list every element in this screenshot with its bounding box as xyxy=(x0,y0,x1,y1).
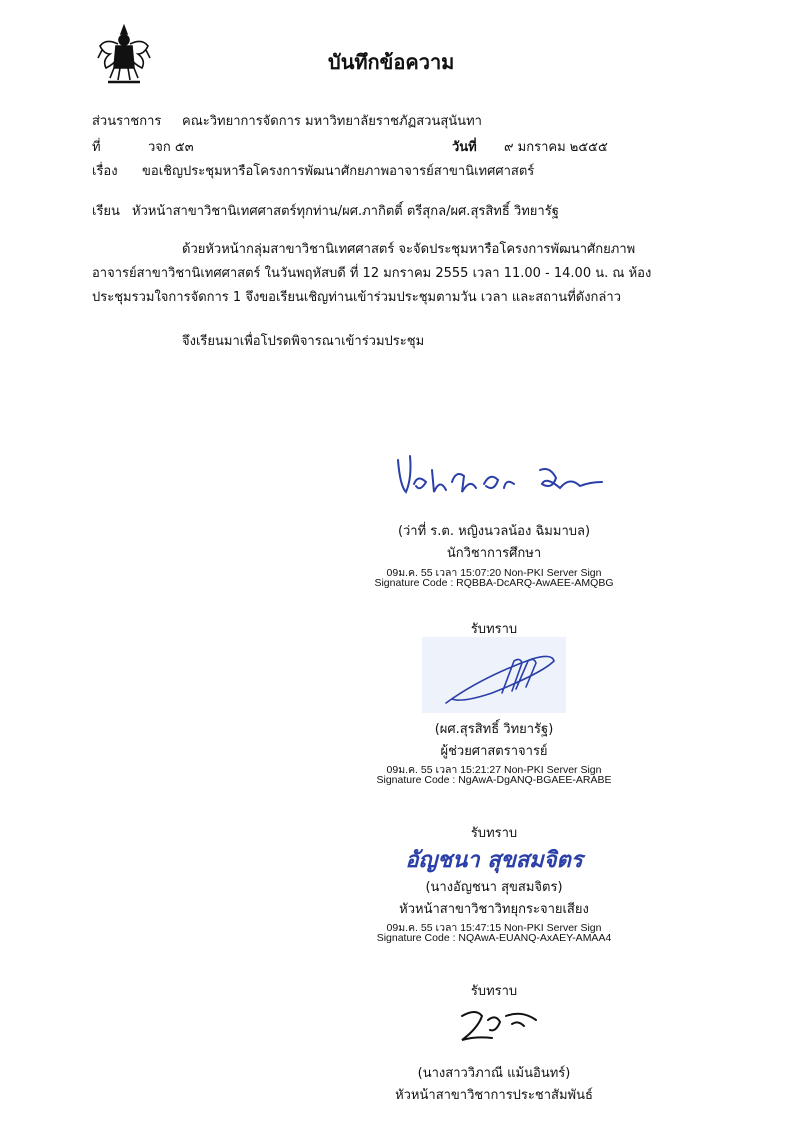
signer-3-sign-code: Signature Code : NQAwA-EUANQ-AxAEY-AMAA4 xyxy=(376,932,612,944)
signer-2-position: ผู้ช่วยศาสตราจารย์ xyxy=(440,744,548,759)
body-line-2: อาจารย์สาขาวิชานิเทศศาสตร์ ในวันพฤหัสบดี ที่ 12 มกราคม 2555 เวลา 11.00 - 14.00 น. ณ ห้อง xyxy=(92,266,652,281)
subject-label: เรื่อง xyxy=(92,164,118,179)
signer-3-name: (นางอัญชนา สุขสมจิตร) xyxy=(425,880,563,895)
signer-3-position: หัวหน้าสาขาวิชาวิทยุกระจายเสียง xyxy=(399,902,589,917)
closing-text: จึงเรียนมาเพื่อโปรดพิจารณาเข้าร่วมประชุม xyxy=(182,334,425,349)
signer-4-name: (นางสาววิภาณี แม้นอินทร์) xyxy=(417,1066,571,1081)
body-line-3: ประชุมรวมใจการจัดการ 1 จึงขอเรียนเชิญท่านเข้าร่วมประชุมตามวัน เวลา และสถานที่ดังกล่าว xyxy=(92,290,621,305)
signature-4-handwriting xyxy=(452,1006,542,1048)
department-value: คณะวิทยาการจัดการ มหาวิทยาลัยราชภัฏสวนสุนันทา xyxy=(182,114,482,129)
signature-3-handwriting: อัญชนา สุขสมจิตร xyxy=(405,847,583,873)
date-label: วันที่ xyxy=(452,140,477,155)
signer-3-acknowledge: รับทราบ xyxy=(470,826,518,841)
body-line-1: ด้วยหัวหน้ากลุ่มสาขาวิชานิเทศศาสตร์ จะจัดประชุมหารือโครงการพัฒนาศักยภาพ xyxy=(182,242,636,257)
garuda-emblem-icon xyxy=(96,24,152,88)
signer-2-sign-info: 09ม.ค. 55 เวลา 15:21:27 Non-PKI Server Sign xyxy=(386,764,602,776)
reference-value: วจก ๕๓ xyxy=(148,140,194,155)
signer-2-sign-code: Signature Code : NgAwA-DgANQ-BGAEE-ARABE xyxy=(376,774,612,786)
reference-label: ที่ xyxy=(92,140,101,155)
signer-4-position: หัวหน้าสาขาวิชาการประชาสัมพันธ์ xyxy=(395,1088,593,1103)
recipient-value: หัวหน้าสาขาวิชานิเทศศาสตร์ทุกท่าน/ผศ.ภากิตติ์ ตรีสุกล/ผศ.สุรสิทธิ์ วิทยารัฐ xyxy=(132,204,559,219)
subject-value: ขอเชิญประชุมหารือโครงการพัฒนาศักยภาพอาจารย์สาขานิเทศศาสตร์ xyxy=(142,164,535,179)
document-title: บันทึกข้อความ xyxy=(328,50,455,74)
signer-1-name: (ว่าที่ ร.ต. หญิงนวลน้อง ฉิมมาบล) xyxy=(397,524,591,539)
recipient-label: เรียน xyxy=(92,204,120,219)
signature-1-handwriting xyxy=(390,448,610,504)
signer-2-acknowledge: รับทราบ xyxy=(470,622,518,637)
date-value: ๙ มกราคม ๒๕๕๕ xyxy=(504,140,608,155)
department-label: ส่วนราชการ xyxy=(92,114,162,129)
signer-4-acknowledge: รับทราบ xyxy=(470,984,518,999)
signer-1-sign-info: 09ม.ค. 55 เวลา 15:07:20 Non-PKI Server Sign xyxy=(386,567,602,579)
signer-2-name: (ผศ.สุรสิทธิ์ วิทยารัฐ) xyxy=(434,722,554,737)
signer-1-sign-code: Signature Code : RQBBA-DcARQ-AwAEE-AMQBG xyxy=(374,577,614,589)
signer-3-sign-info: 09ม.ค. 55 เวลา 15:47:15 Non-PKI Server Sign xyxy=(386,922,602,934)
signature-2-image xyxy=(422,637,566,713)
signer-1-position: นักวิชาการศึกษา xyxy=(446,546,542,561)
